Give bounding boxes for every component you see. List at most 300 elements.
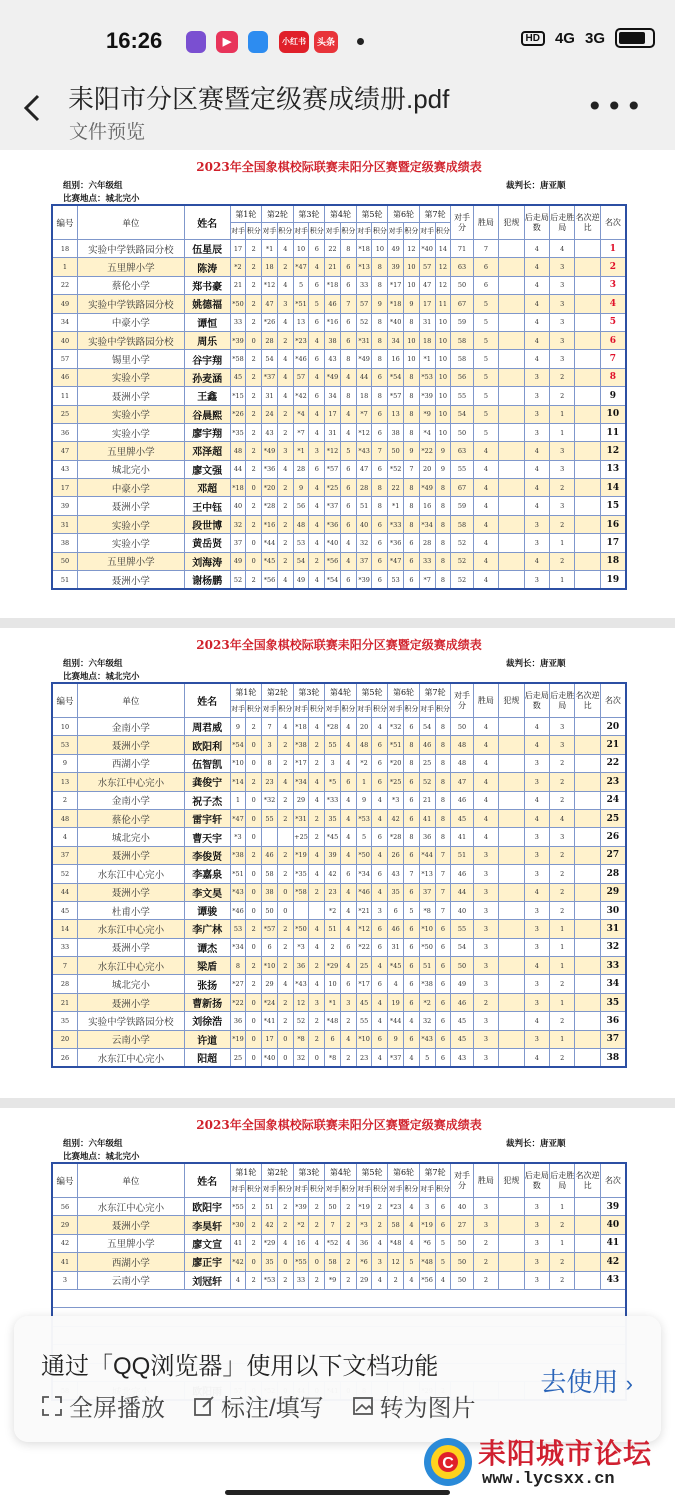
- home-indicator[interactable]: [225, 1490, 450, 1495]
- doc-group: 组别：六年级组: [63, 659, 123, 669]
- cell-round: 2: [309, 1216, 325, 1234]
- cell-round: 7: [435, 865, 451, 883]
- cell-name: 孙麦涵: [184, 368, 230, 386]
- signal-3g-icon: 3G: [584, 29, 605, 47]
- edit-icon: [193, 1395, 215, 1417]
- cell-round: 4: [372, 791, 388, 809]
- cell-round: *8: [325, 1049, 341, 1068]
- cell-round: 7: [435, 901, 451, 919]
- col-header-score: 积分: [246, 223, 262, 240]
- cell-back-wins: 1: [550, 938, 575, 956]
- cell-back-games: 3: [524, 754, 549, 772]
- col-header-round: 第2轮: [262, 205, 294, 223]
- doc-title: 2023年全国象棋校际联赛耒阳分区赛暨定级赛成绩表: [196, 1118, 482, 1132]
- cell-round: 17: [230, 240, 246, 258]
- doc-judge: 裁判长：唐亚顺: [506, 659, 566, 669]
- cell-opp-score: 54: [451, 938, 473, 956]
- cell-back-wins: 3: [550, 276, 575, 294]
- cell-wins: 4: [473, 534, 498, 552]
- col-header-opp: 对手: [262, 701, 278, 718]
- cell-back-wins: 1: [550, 423, 575, 441]
- cell-round: *41: [262, 1012, 278, 1030]
- cell-name: 张扬: [184, 975, 230, 993]
- col-header-opp: 对手: [419, 701, 435, 718]
- cell-name: 段世博: [184, 515, 230, 533]
- table-row: [52, 331, 626, 349]
- cell-back-games: 3: [524, 571, 549, 590]
- cell-round: 47: [262, 295, 278, 313]
- cell-round: 2: [277, 1216, 293, 1234]
- cell-rank-rev: [575, 773, 600, 791]
- cell-round: 2: [340, 1012, 356, 1030]
- notif-video-icon: ▶: [216, 31, 238, 53]
- doc-venue: 比赛地点：城北完小: [63, 1152, 140, 1162]
- cell-round: 2: [340, 1253, 356, 1271]
- table-row: [52, 1030, 626, 1048]
- cell-round: 2: [246, 276, 262, 294]
- col-header-opp-score: 对手分: [451, 1163, 473, 1198]
- cell-rank: 10: [600, 405, 626, 423]
- cell-round: 57: [356, 295, 372, 313]
- cell-unit: 五里牌小学: [77, 442, 184, 460]
- cell-round: *35: [230, 423, 246, 441]
- cell-opp-score: 58: [451, 331, 473, 349]
- cell-rank: 11: [600, 423, 626, 441]
- cell-round: 2: [246, 295, 262, 313]
- cell-foul: [499, 736, 524, 754]
- cell-round: 28: [293, 460, 309, 478]
- table-row: [52, 460, 626, 478]
- cell-back-wins: 1: [550, 1198, 575, 1216]
- table-row: [52, 828, 626, 846]
- cell-round: 6: [404, 1030, 420, 1048]
- cell-rank: 4: [600, 295, 626, 313]
- cell-no: 46: [52, 368, 77, 386]
- cell-round: 6: [404, 938, 420, 956]
- col-header-opp: 对手: [388, 1181, 404, 1198]
- cell-round: 2: [246, 515, 262, 533]
- cell-round: *1: [388, 497, 404, 515]
- col-header-back-games: 后走局数: [524, 205, 549, 240]
- col-header-round: 第4轮: [325, 1163, 357, 1181]
- cell-round: 52: [293, 1012, 309, 1030]
- cell-foul: [499, 718, 524, 736]
- cell-round: 10: [435, 387, 451, 405]
- cell-round: 54: [419, 718, 435, 736]
- cell-round: 0: [246, 791, 262, 809]
- table-row: [52, 240, 626, 258]
- cell-round: *48: [325, 1012, 341, 1030]
- cell-round: 0: [246, 479, 262, 497]
- cell-no: 3: [52, 1271, 77, 1289]
- cell-round: *20: [388, 754, 404, 772]
- cell-round: *23: [388, 1198, 404, 1216]
- col-header-name: 姓名: [184, 205, 230, 240]
- cell-round: 0: [246, 993, 262, 1011]
- cell-wins: 3: [473, 957, 498, 975]
- cell-rank: 8: [600, 368, 626, 386]
- cell-round: 4: [309, 718, 325, 736]
- cell-round: 31: [388, 938, 404, 956]
- pdf-page-2: [0, 628, 675, 1098]
- cell-foul: [499, 515, 524, 533]
- cell-name: 李文昊: [184, 883, 230, 901]
- cell-round: 10: [293, 240, 309, 258]
- cell-round: 6: [372, 975, 388, 993]
- cell-rank-rev: [575, 1234, 600, 1252]
- cell-round: *42: [293, 387, 309, 405]
- watermark-url: www.lycsxx.cn: [482, 1470, 615, 1489]
- cell-round: 2: [277, 258, 293, 276]
- cell-name: 阳超: [184, 1049, 230, 1068]
- results-table: [51, 204, 627, 590]
- cell-name: 邓超: [184, 479, 230, 497]
- cell-round: *49: [325, 368, 341, 386]
- cell-opp-score: 43: [451, 1049, 473, 1068]
- cell-round: *46: [230, 901, 246, 919]
- cell-round: 8: [435, 479, 451, 497]
- cell-round: *40: [262, 1049, 278, 1068]
- cell-rank-rev: [575, 1030, 600, 1048]
- cell-round: 9: [230, 718, 246, 736]
- cell-name: 欧阳宇: [184, 1198, 230, 1216]
- cell-rank: 26: [600, 828, 626, 846]
- cell-foul: [499, 920, 524, 938]
- cell-round: *4: [293, 405, 309, 423]
- cell-round: 6: [404, 571, 420, 590]
- cell-name: 黄岳贤: [184, 534, 230, 552]
- cell-round: 58: [262, 865, 278, 883]
- cell-wins: 6: [473, 276, 498, 294]
- col-header-unit: 单位: [77, 683, 184, 718]
- cell-round: *7: [419, 571, 435, 590]
- cell-round: 6: [435, 920, 451, 938]
- cell-back-games: 4: [524, 313, 549, 331]
- cell-no: 31: [52, 515, 77, 533]
- cell-round: 12: [435, 276, 451, 294]
- cell-round: *26: [262, 313, 278, 331]
- cell-round: 8: [404, 423, 420, 441]
- fullscreen-icon: [41, 1395, 63, 1417]
- cell-round: 2: [246, 313, 262, 331]
- cell-round: 6: [435, 1030, 451, 1048]
- cell-round: 4: [340, 809, 356, 827]
- cell-foul: [499, 423, 524, 441]
- cell-round: *30: [230, 1216, 246, 1234]
- cell-round: *44: [388, 1012, 404, 1030]
- cell-name: 许道: [184, 1030, 230, 1048]
- cell-rank-rev: [575, 736, 600, 754]
- cell-back-wins: 3: [550, 718, 575, 736]
- table-row: [52, 497, 626, 515]
- cell-round: 2: [246, 1234, 262, 1252]
- cell-wins: 5: [473, 387, 498, 405]
- cell-no: 37: [52, 846, 77, 864]
- cell-foul: [499, 387, 524, 405]
- forum-watermark: [420, 1428, 670, 1496]
- table-row: [52, 571, 626, 590]
- col-header-score: 积分: [277, 223, 293, 240]
- cell-unit: 实验中学铁路园分校: [77, 331, 184, 349]
- cell-no: 33: [52, 938, 77, 956]
- cell-rank-rev: [575, 1253, 600, 1271]
- cell-opp-score: 54: [451, 405, 473, 423]
- go-use-button[interactable]: [540, 1362, 633, 1399]
- cell-round: 7: [435, 883, 451, 901]
- cell-back-games: 4: [524, 442, 549, 460]
- cell-round: 0: [246, 865, 262, 883]
- cell-foul: [499, 993, 524, 1011]
- cell-unit: 城北完小: [77, 975, 184, 993]
- cell-round: *1: [419, 350, 435, 368]
- cell-rank: 15: [600, 497, 626, 515]
- cell-back-wins: 1: [550, 1030, 575, 1048]
- cell-round: 28: [262, 331, 278, 349]
- cell-round: *36: [388, 534, 404, 552]
- cell-opp-score: 63: [451, 442, 473, 460]
- cell-opp-score: 50: [451, 1234, 473, 1252]
- cell-back-games: 3: [524, 1030, 549, 1048]
- cell-round: 10: [435, 331, 451, 349]
- cell-round: 2: [309, 957, 325, 975]
- cell-round: 4: [309, 497, 325, 515]
- cell-round: *42: [230, 1253, 246, 1271]
- cell-round: *2: [419, 993, 435, 1011]
- cell-round: 6: [340, 865, 356, 883]
- col-header-opp: 对手: [388, 223, 404, 240]
- fullscreen-label: 全屏播放: [69, 1395, 165, 1422]
- cell-round: *54: [325, 571, 341, 590]
- cell-round: *6: [356, 1253, 372, 1271]
- col-header-foul: 犯规: [499, 205, 524, 240]
- col-header-opp: 对手: [230, 1181, 246, 1198]
- svg-text:C: C: [442, 1455, 454, 1472]
- cell-round: *51: [230, 865, 246, 883]
- cell-round: 8: [372, 313, 388, 331]
- col-header-round: 第4轮: [325, 683, 357, 701]
- status-time: 16:26: [106, 28, 163, 53]
- cell-wins: 4: [473, 754, 498, 772]
- cell-foul: [499, 552, 524, 570]
- cell-unit: 聂洲小学: [77, 497, 184, 515]
- cell-round: *21: [356, 901, 372, 919]
- cell-unit: 聂洲小学: [77, 846, 184, 864]
- signal-4g-icon: 4G: [554, 29, 575, 47]
- cell-round: 7: [340, 295, 356, 313]
- col-header-opp: 对手: [293, 1181, 309, 1198]
- cell-round: *1: [325, 993, 341, 1011]
- cell-rank: 19: [600, 571, 626, 590]
- cell-round: 6: [404, 718, 420, 736]
- cell-round: 4: [309, 938, 325, 956]
- cell-round: *2: [230, 258, 246, 276]
- convert-image-button[interactable]: [352, 1388, 476, 1423]
- col-header-score: 积分: [277, 701, 293, 718]
- cell-round: *37: [388, 1049, 404, 1068]
- cell-rank: 18: [600, 552, 626, 570]
- cell-round: *49: [262, 442, 278, 460]
- cell-name: 廖文强: [184, 460, 230, 478]
- cell-round: 0: [309, 1253, 325, 1271]
- cell-wins: 5: [473, 295, 498, 313]
- cell-unit: 蔡伦小学: [77, 276, 184, 294]
- cell-round: 12: [435, 258, 451, 276]
- cell-unit: 聂洲小学: [77, 883, 184, 901]
- cell-foul: [499, 938, 524, 956]
- cell-round: 38: [388, 423, 404, 441]
- cell-round: *50: [356, 846, 372, 864]
- cell-round: *1: [293, 442, 309, 460]
- back-button[interactable]: [18, 88, 48, 128]
- cell-round: 4: [404, 1049, 420, 1068]
- cell-foul: [499, 865, 524, 883]
- cell-round: 2: [309, 1012, 325, 1030]
- cell-round: 13: [388, 405, 404, 423]
- cell-no: 14: [52, 920, 77, 938]
- cell-round: 53: [293, 534, 309, 552]
- cell-round: 2: [340, 1198, 356, 1216]
- cell-name: 梁盾: [184, 957, 230, 975]
- cell-round: *9: [419, 405, 435, 423]
- cell-rank: 22: [600, 754, 626, 772]
- table-row: [52, 534, 626, 552]
- cell-foul: [499, 773, 524, 791]
- cell-round: 0: [246, 1012, 262, 1030]
- col-header-round: 第1轮: [230, 205, 262, 223]
- watermark-text: 耒阳城市论坛: [478, 1437, 653, 1470]
- doc-group: 组别：六年级组: [63, 181, 123, 191]
- col-header-score: 积分: [340, 701, 356, 718]
- cell-round: 2: [246, 350, 262, 368]
- cell-round: 2: [246, 846, 262, 864]
- cell-round: 8: [372, 387, 388, 405]
- cell-back-wins: 2: [550, 368, 575, 386]
- cell-round: 7: [435, 846, 451, 864]
- cell-round: 2: [277, 993, 293, 1011]
- cell-rank-rev: [575, 350, 600, 368]
- cell-round: 17: [325, 405, 341, 423]
- cell-round: 8: [372, 497, 388, 515]
- cell-rank: 33: [600, 957, 626, 975]
- cell-round: *34: [230, 938, 246, 956]
- cell-opp-score: 52: [451, 571, 473, 590]
- cell-round: 5: [435, 1253, 451, 1271]
- cell-round: 38: [262, 883, 278, 901]
- cell-name: 龚俊宁: [184, 773, 230, 791]
- cell-back-games: 4: [524, 240, 549, 258]
- cell-rank: 2: [600, 258, 626, 276]
- cell-wins: 2: [473, 1271, 498, 1289]
- cell-no: 38: [52, 534, 77, 552]
- cell-foul: [499, 405, 524, 423]
- cell-rank-rev: [575, 405, 600, 423]
- col-header-opp: 对手: [419, 1181, 435, 1198]
- cell-back-wins: 3: [550, 497, 575, 515]
- col-header-score: 积分: [340, 223, 356, 240]
- cell-rank-rev: [575, 368, 600, 386]
- col-header-opp: 对手: [230, 701, 246, 718]
- cell-round: 8: [435, 552, 451, 570]
- cell-round: 4: [309, 479, 325, 497]
- cell-round: 0: [246, 828, 262, 846]
- col-header-unit: 单位: [77, 1163, 184, 1198]
- cell-round: 2: [277, 1198, 293, 1216]
- col-header-round: 第2轮: [262, 683, 294, 701]
- cell-opp-score: 46: [451, 993, 473, 1011]
- cell-round: 46: [419, 736, 435, 754]
- more-menu-icon[interactable]: •••: [586, 90, 645, 123]
- cell-round: 4: [340, 534, 356, 552]
- cell-round: 2: [340, 1216, 356, 1234]
- cell-back-wins: 3: [550, 331, 575, 349]
- cell-no: 56: [52, 1198, 77, 1216]
- col-header-score: 积分: [372, 223, 388, 240]
- cell-round: *18: [230, 479, 246, 497]
- cell-name: 王鑫: [184, 387, 230, 405]
- cell-round: 0: [246, 901, 262, 919]
- cell-round: 2: [309, 1030, 325, 1048]
- cell-round: *19: [293, 846, 309, 864]
- col-header-round: 第4轮: [325, 205, 357, 223]
- table-row: [52, 442, 626, 460]
- cell-round: 8: [404, 405, 420, 423]
- cell-round: 4: [340, 920, 356, 938]
- battery-icon: [615, 28, 655, 48]
- cell-no: 57: [52, 350, 77, 368]
- annotate-button[interactable]: [193, 1388, 324, 1423]
- cell-round: 4: [340, 957, 356, 975]
- cell-back-wins: 2: [550, 552, 575, 570]
- cell-no: 4: [52, 828, 77, 846]
- cell-round: 6: [404, 773, 420, 791]
- cell-round: 22: [325, 240, 341, 258]
- cell-opp-score: 63: [451, 258, 473, 276]
- cell-round: 50: [325, 1198, 341, 1216]
- cell-round: *36: [262, 460, 278, 478]
- col-header-opp: 对手: [293, 223, 309, 240]
- cell-rank: 20: [600, 718, 626, 736]
- cell-round: 44: [230, 460, 246, 478]
- cell-round: 2: [246, 1216, 262, 1234]
- cell-wins: 4: [473, 460, 498, 478]
- cell-rank-rev: [575, 534, 600, 552]
- cell-round: 8: [404, 313, 420, 331]
- table-row: [52, 773, 626, 791]
- cell-unit: 聂洲小学: [77, 938, 184, 956]
- cell-round: *50: [293, 920, 309, 938]
- cell-round: *10: [230, 754, 246, 772]
- notif-app-icon: [186, 31, 206, 53]
- cell-back-wins: 3: [550, 313, 575, 331]
- cell-round: 2: [372, 1216, 388, 1234]
- cell-rank: 34: [600, 975, 626, 993]
- cell-round: *38: [293, 736, 309, 754]
- cell-round: 37: [356, 552, 372, 570]
- cell-round: 4: [372, 883, 388, 901]
- cell-round: 6: [435, 1216, 451, 1234]
- cell-unit: 水东江中心完小: [77, 920, 184, 938]
- cell-round: *33: [388, 515, 404, 533]
- cell-round: *49: [356, 350, 372, 368]
- cell-wins: 4: [473, 773, 498, 791]
- cell-round: 6: [340, 479, 356, 497]
- annotate-label: 标注/填写: [221, 1395, 324, 1422]
- fullscreen-play-button[interactable]: [41, 1388, 165, 1423]
- cell-round: *13: [419, 865, 435, 883]
- results-table: [51, 682, 627, 1068]
- cell-round: 33: [356, 276, 372, 294]
- cell-round: 8: [435, 828, 451, 846]
